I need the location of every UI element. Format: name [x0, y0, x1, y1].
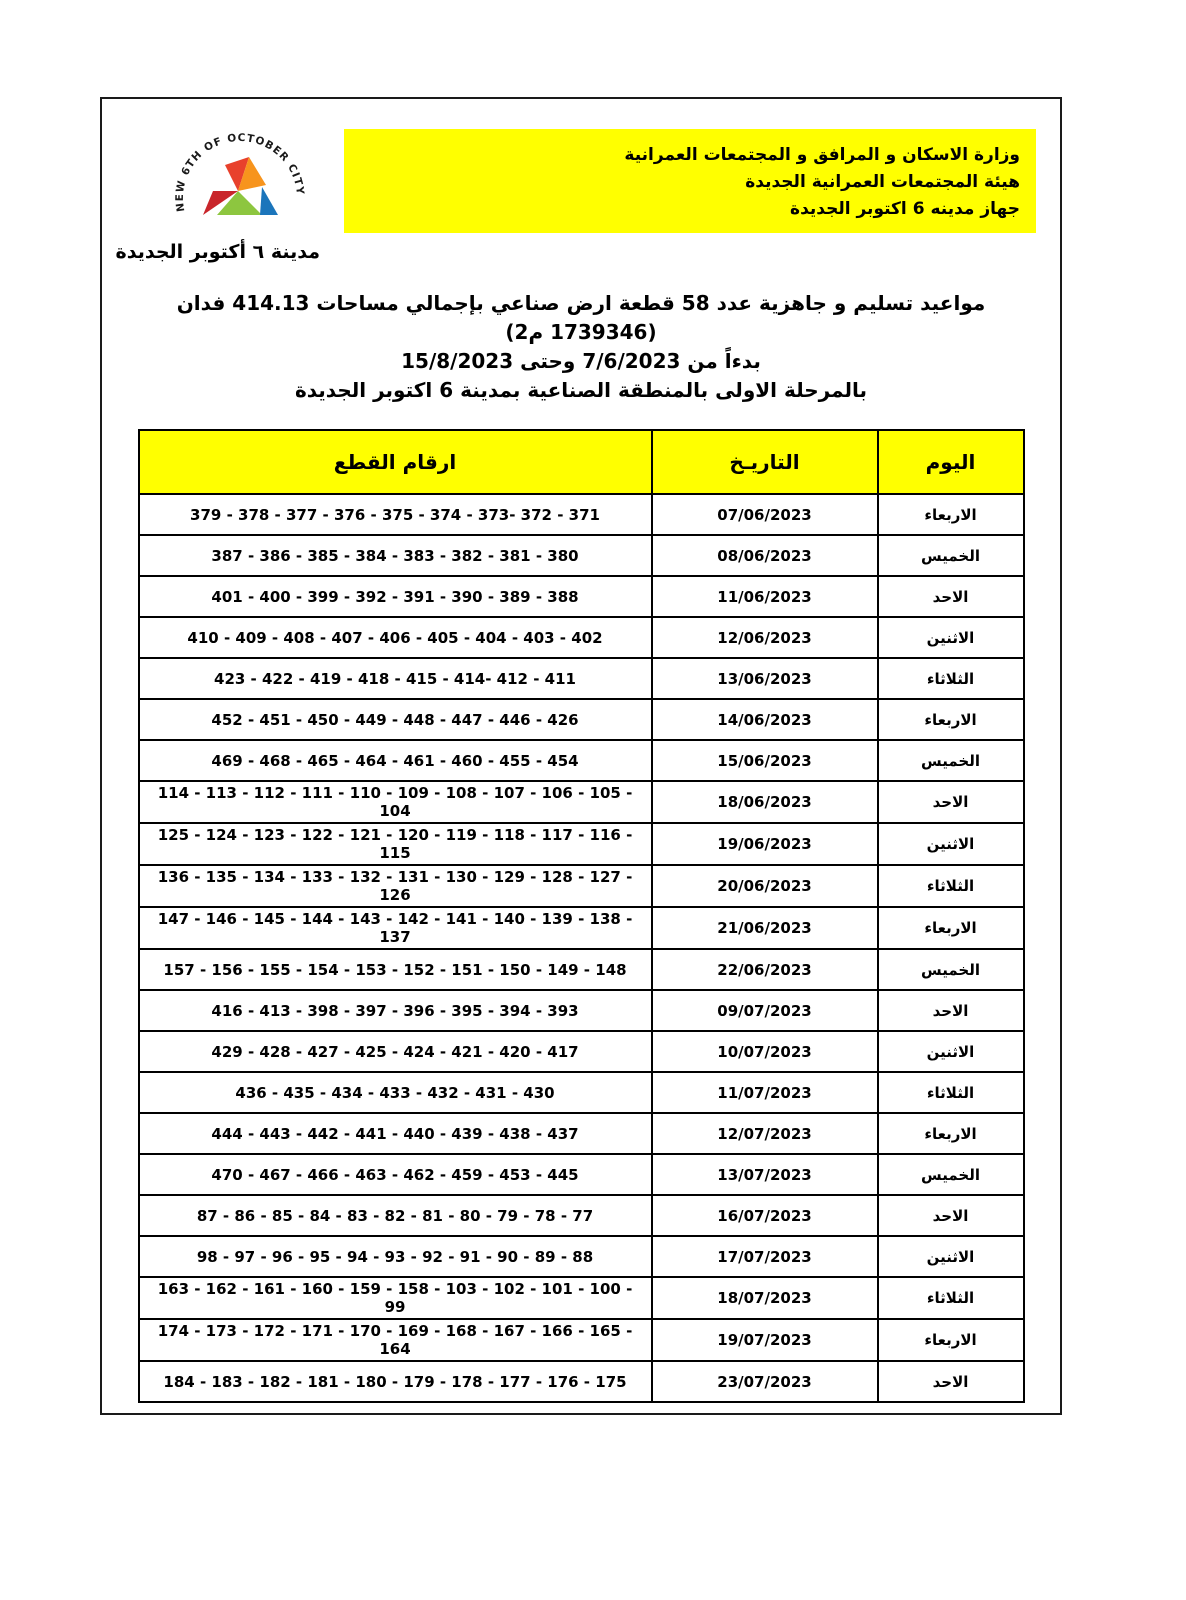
table-row	[139, 1319, 1024, 1361]
plot-numbers-cell: 470 - 467 - 466 - 463 - 462 - 459 - 453 - 445	[139, 1154, 652, 1195]
date-cell: 16/07/2023	[652, 1195, 878, 1236]
document-page	[100, 97, 1062, 1415]
day-column-header: اليوم	[878, 430, 1024, 494]
day-cell: الاحد	[878, 1361, 1024, 1402]
plot-numbers-cell: 174 - 173 - 172 - 171 - 170 - 169 - 168 - 167 - 166 - 165 - 164	[139, 1319, 652, 1361]
day-cell: الاربعاء	[878, 907, 1024, 949]
date-cell: 12/07/2023	[652, 1113, 878, 1154]
plot-numbers-cell: 452 - 451 - 450 - 449 - 448 - 447 - 446 - 426	[139, 699, 652, 740]
plot-numbers-cell: 136 - 135 - 134 - 133 - 132 - 131 - 130 - 129 - 128 - 127 - 126	[139, 865, 652, 907]
day-cell: الاربعاء	[878, 699, 1024, 740]
date-cell: 14/06/2023	[652, 699, 878, 740]
table-row	[139, 865, 1024, 907]
plot-numbers-cell: 410 - 409 - 408 - 407 - 406 - 405 - 404 - 403 - 402	[139, 617, 652, 658]
date-cell: 22/06/2023	[652, 949, 878, 990]
table-row	[139, 823, 1024, 865]
date-column-header: التاريـخ	[652, 430, 878, 494]
table-row	[139, 494, 1024, 535]
day-cell: الخميس	[878, 740, 1024, 781]
date-cell: 20/06/2023	[652, 865, 878, 907]
day-cell: الثلاثاء	[878, 658, 1024, 699]
ministry-banner	[344, 129, 1036, 233]
plot-numbers-cell: 87 - 86 - 85 - 84 - 83 - 82 - 81 - 80 - 79 - 78 - 77	[139, 1195, 652, 1236]
date-cell: 19/06/2023	[652, 823, 878, 865]
logo-arc-text: NEW 6TH OF OCTOBER CITY	[173, 131, 307, 213]
day-cell: الاثنين	[878, 823, 1024, 865]
date-cell: 18/06/2023	[652, 781, 878, 823]
table-row	[139, 1277, 1024, 1319]
date-cell: 10/07/2023	[652, 1031, 878, 1072]
document-header	[115, 129, 1036, 263]
logo-arabic-text: مدينة ٦ أكتوبر الجديدة	[115, 241, 320, 263]
plot-numbers-cell: 469 - 468 - 465 - 464 - 461 - 460 - 455 - 454	[139, 740, 652, 781]
table-row	[139, 1154, 1024, 1195]
table-row	[139, 740, 1024, 781]
day-cell: الاثنين	[878, 617, 1024, 658]
table-row	[139, 1031, 1024, 1072]
table-row	[139, 1072, 1024, 1113]
day-cell: الاثنين	[878, 1236, 1024, 1277]
table-row	[139, 1361, 1024, 1402]
document-title	[102, 289, 1060, 405]
table-row	[139, 699, 1024, 740]
table-row	[139, 1236, 1024, 1277]
banner-line-3: جهاز مدينه 6 اكتوبر الجديدة	[790, 199, 1020, 219]
day-cell: الاحد	[878, 990, 1024, 1031]
table-row	[139, 617, 1024, 658]
day-cell: الثلاثاء	[878, 1072, 1024, 1113]
day-cell: الاثنين	[878, 1031, 1024, 1072]
plot-numbers-cell: 387 - 386 - 385 - 384 - 383 - 382 - 381 - 380	[139, 535, 652, 576]
day-cell: الاحد	[878, 1195, 1024, 1236]
table-row	[139, 576, 1024, 617]
table-row	[139, 949, 1024, 990]
table-body	[139, 494, 1024, 1402]
table-header-row	[139, 430, 1024, 494]
day-cell: الاربعاء	[878, 494, 1024, 535]
banner-line-2: هيئة المجتمعات العمرانية الجديدة	[745, 172, 1020, 192]
plot-numbers-cell: 416 - 413 - 398 - 397 - 396 - 395 - 394 - 393	[139, 990, 652, 1031]
table-row	[139, 535, 1024, 576]
day-cell: الخميس	[878, 1154, 1024, 1195]
plot-numbers-cell: 147 - 146 - 145 - 144 - 143 - 142 - 141 - 140 - 139 - 138 - 137	[139, 907, 652, 949]
plots-column-header: ارقام القطع	[139, 430, 652, 494]
table-row	[139, 990, 1024, 1031]
date-cell: 12/06/2023	[652, 617, 878, 658]
plot-numbers-cell: 444 - 443 - 442 - 441 - 440 - 439 - 438 - 437	[139, 1113, 652, 1154]
delivery-schedule-table	[138, 429, 1025, 1403]
logo-block	[115, 129, 320, 263]
date-cell: 13/07/2023	[652, 1154, 878, 1195]
plot-numbers-cell: 163 - 162 - 161 - 160 - 159 - 158 - 103 - 102 - 101 - 100 - 99	[139, 1277, 652, 1319]
title-line-3: بالمرحلة الاولى بالمنطقة الصناعية بمدينة 6 اكتوبر الجديدة	[294, 378, 868, 402]
title-line-2: بدءاً من 7/6/2023 وحتى 15/8/2023	[401, 349, 761, 373]
date-cell: 08/06/2023	[652, 535, 878, 576]
title-line-1: مواعيد تسليم و جاهزية عدد 58 قطعة ارض صناعي بإجمالي مساحات 414.13 فدان (1739346 م2)	[176, 291, 986, 344]
date-cell: 21/06/2023	[652, 907, 878, 949]
day-cell: الخميس	[878, 535, 1024, 576]
plot-numbers-cell: 184 - 183 - 182 - 181 - 180 - 179 - 178 - 177 - 176 - 175	[139, 1361, 652, 1402]
day-cell: الثلاثاء	[878, 1277, 1024, 1319]
plot-numbers-cell: 423 - 422 - 419 - 418 - 415 - 414- 412 - 411	[139, 658, 652, 699]
day-cell: الاحد	[878, 781, 1024, 823]
plot-numbers-cell: 436 - 435 - 434 - 433 - 432 - 431 - 430	[139, 1072, 652, 1113]
date-cell: 11/07/2023	[652, 1072, 878, 1113]
day-cell: الاحد	[878, 576, 1024, 617]
city-logo-icon	[165, 129, 315, 247]
plot-numbers-cell: 429 - 428 - 427 - 425 - 424 - 421 - 420 - 417	[139, 1031, 652, 1072]
table-row	[139, 1113, 1024, 1154]
date-cell: 18/07/2023	[652, 1277, 878, 1319]
day-cell: الاربعاء	[878, 1113, 1024, 1154]
day-cell: الخميس	[878, 949, 1024, 990]
table-row	[139, 1195, 1024, 1236]
table-row	[139, 781, 1024, 823]
date-cell: 19/07/2023	[652, 1319, 878, 1361]
day-cell: الثلاثاء	[878, 865, 1024, 907]
date-cell: 23/07/2023	[652, 1361, 878, 1402]
plot-numbers-cell: 98 - 97 - 96 - 95 - 94 - 93 - 92 - 91 - 90 - 89 - 88	[139, 1236, 652, 1277]
date-cell: 17/07/2023	[652, 1236, 878, 1277]
date-cell: 07/06/2023	[652, 494, 878, 535]
plot-numbers-cell: 125 - 124 - 123 - 122 - 121 - 120 - 119 - 118 - 117 - 116 - 115	[139, 823, 652, 865]
date-cell: 11/06/2023	[652, 576, 878, 617]
plot-numbers-cell: 157 - 156 - 155 - 154 - 153 - 152 - 151 - 150 - 149 - 148	[139, 949, 652, 990]
table-row	[139, 658, 1024, 699]
date-cell: 15/06/2023	[652, 740, 878, 781]
plot-numbers-cell: 401 - 400 - 399 - 392 - 391 - 390 - 389 - 388	[139, 576, 652, 617]
plot-numbers-cell: 114 - 113 - 112 - 111 - 110 - 109 - 108 - 107 - 106 - 105 - 104	[139, 781, 652, 823]
day-cell: الاربعاء	[878, 1319, 1024, 1361]
plot-numbers-cell: 379 - 378 - 377 - 376 - 375 - 374 - 373- 372 - 371	[139, 494, 652, 535]
date-cell: 09/07/2023	[652, 990, 878, 1031]
date-cell: 13/06/2023	[652, 658, 878, 699]
banner-line-1: وزارة الاسكان و المرافق و المجتمعات العمرانية	[624, 145, 1020, 165]
table-row	[139, 907, 1024, 949]
